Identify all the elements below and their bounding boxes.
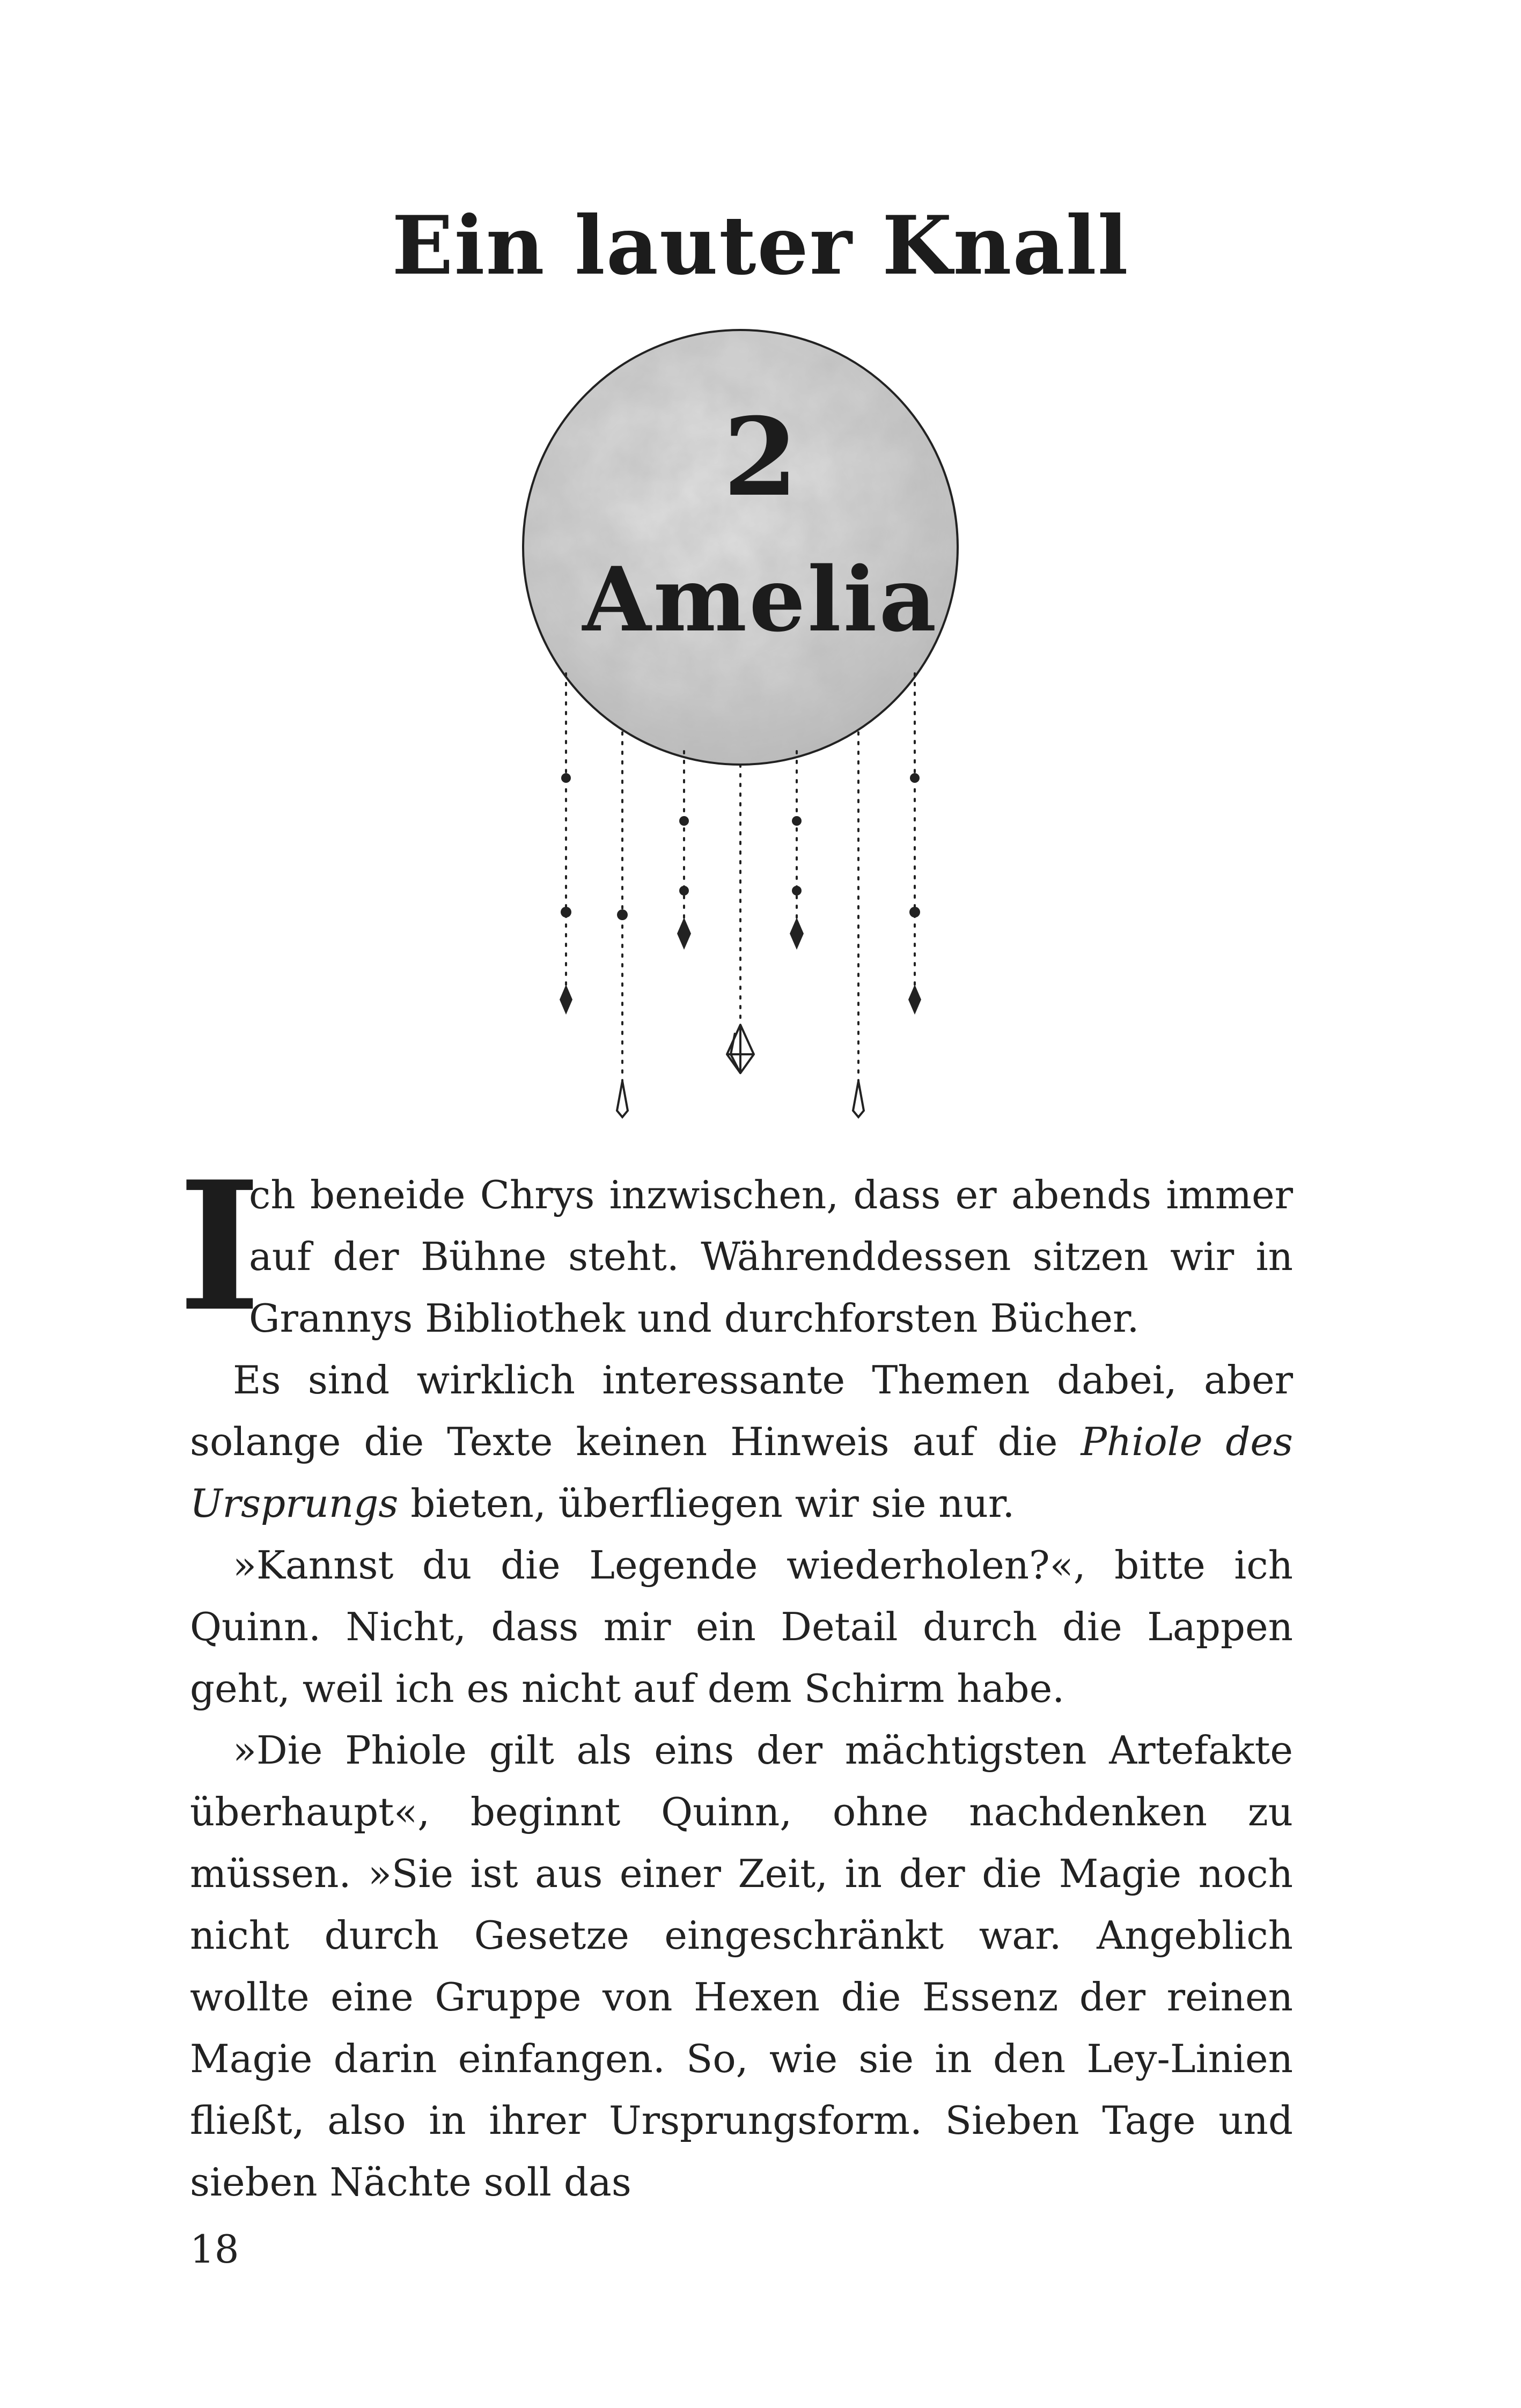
paragraph-1-text: ch beneide Chrys inzwischen, dass er abends immer auf der Bühne steht. Währenddessen sitzen wir in Grannys Bibliothek und durchforsten Bücher. xyxy=(249,1172,1293,1341)
paragraph-2-text-end: bieten, überfliegen wir sie nur. xyxy=(398,1481,1015,1526)
page-number: 18 xyxy=(190,2227,239,2272)
paragraph-3: »Kannst du die Legende wiederholen?«, bitte ich Quinn. Nicht, dass mir ein Detail durch die Lappen geht, weil ich es nicht auf dem Schirm habe. xyxy=(190,1543,1293,1711)
chapter-body xyxy=(178,1142,1293,2213)
paragraph-2 xyxy=(190,1349,1293,1535)
chapter-number: 2 xyxy=(723,394,798,520)
paragraph-2-italic: Phiole des Ursprungs xyxy=(190,1419,1293,1526)
paragraph-4: »Die Phiole gilt als eins der mächtigsten Artefakte überhaupt«, beginnt Quinn, ohne nachdenken zu müssen. »Sie ist aus einer Zeit, in der die Magie noch nicht durch Gesetze eingeschränkt war. Angeblich wollte eine Gruppe von Hexen die Essenz der reinen Magie darin einfangen. So, wie sie in den Ley-Linien fließt, also in ihrer Ursprungsform. Sieben Tage und sieben Nächte soll das xyxy=(190,1728,1293,2205)
chapter-character-name: Amelia xyxy=(582,547,939,651)
chapter-title: Ein lauter Knall xyxy=(392,199,1129,293)
drop-cap: I xyxy=(178,1142,261,1350)
paragraph-2-text-start: Es sind wirklich interessante Themen dabei, aber solange die Texte keinen Hinweis auf die xyxy=(190,1357,1293,1464)
paragraph-1 xyxy=(178,1142,1293,1350)
